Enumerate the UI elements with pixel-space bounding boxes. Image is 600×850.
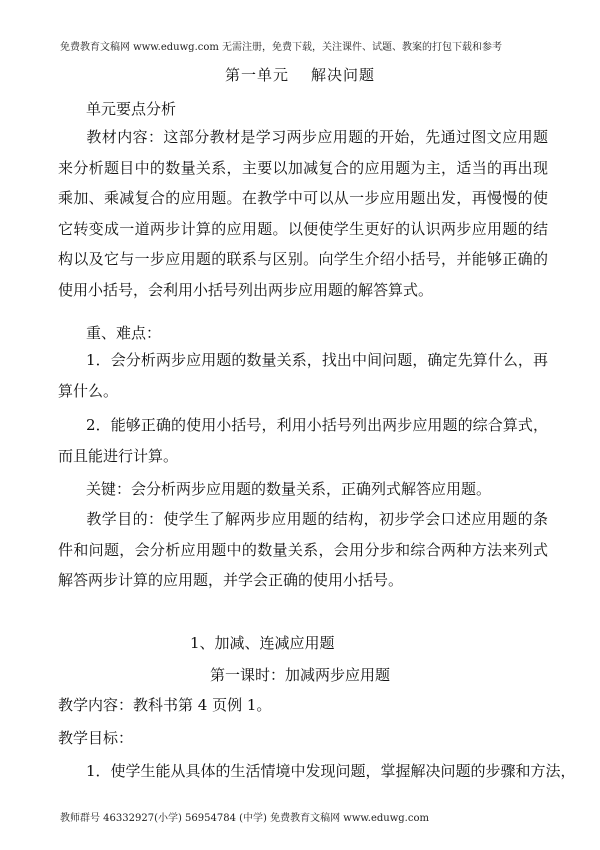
point-2-text: 2．能够正确的使用小括号，利用小括号列出两步应用题的综合算式，而且能进行计算。 — [58, 416, 548, 465]
period-title: 第一课时：加减两步应用题 — [209, 666, 390, 684]
content-text: 教材内容：这部分教材是学习两步应用题的开始，先通过图文应用题来分析题目中的数量关系，主要以加减复合的应用题为主，适当的再出现乘加、乘减复合的应用题。在教学中可以从一步应用题出发，再慢慢的使它转变成一道两步计算的应用题。以便使学生更好的认识两步应用题的结构以及它与一步应用题的联系与区别。向学生介绍小括号，并能够正确的使用小括号，会利用小括号列出两步应用题的解答算式。 — [58, 128, 548, 299]
lesson-content: 教学内容：教科书第 4 页例 1。 — [58, 696, 272, 714]
objective-1: 1．使学生能从具体的生活情境中发现问题，掌握解决问题的步骤和方法， — [86, 762, 576, 780]
page-header: 免费教育文稿网 www.eduwg.com 无需注册，免费下载，关注课件、试题、教案的打包下载和参考 — [60, 42, 503, 53]
unit-name: 解决问题 — [311, 66, 376, 84]
difficulty-heading: 重、难点： — [86, 324, 162, 342]
unit-number: 第一单元 — [224, 66, 289, 84]
key-paragraph — [58, 474, 548, 505]
lesson-subtitle: 1、加减、连减应用题 — [190, 634, 335, 652]
goal-text: 教学目的：使学生了解两步应用题的结构，初步学会口述应用题的条件和问题，会分析应用题中的数量关系，会用分步和综合两种方法来列式解答两步计算的应用题，并学会正确的使用小括号。 — [58, 510, 548, 589]
point-2-paragraph — [58, 410, 548, 471]
content-paragraph — [58, 122, 548, 305]
page-footer: 教师群号 46332927(小学) 56954784 (中学) 免费教育文稿网 www.eduwg.com — [60, 813, 429, 824]
section-heading: 单元要点分析 — [86, 100, 177, 118]
objectives-heading: 教学目标： — [58, 729, 134, 747]
unit-title — [0, 64, 600, 85]
key-text: 关键：会分析两步应用题的数量关系，正确列式解答应用题。 — [86, 480, 492, 498]
goal-paragraph — [58, 504, 548, 596]
point-1-paragraph — [58, 345, 548, 406]
point-1-text: 1．会分析两步应用题的数量关系，找出中间问题，确定先算什么，再算什么。 — [58, 351, 548, 400]
